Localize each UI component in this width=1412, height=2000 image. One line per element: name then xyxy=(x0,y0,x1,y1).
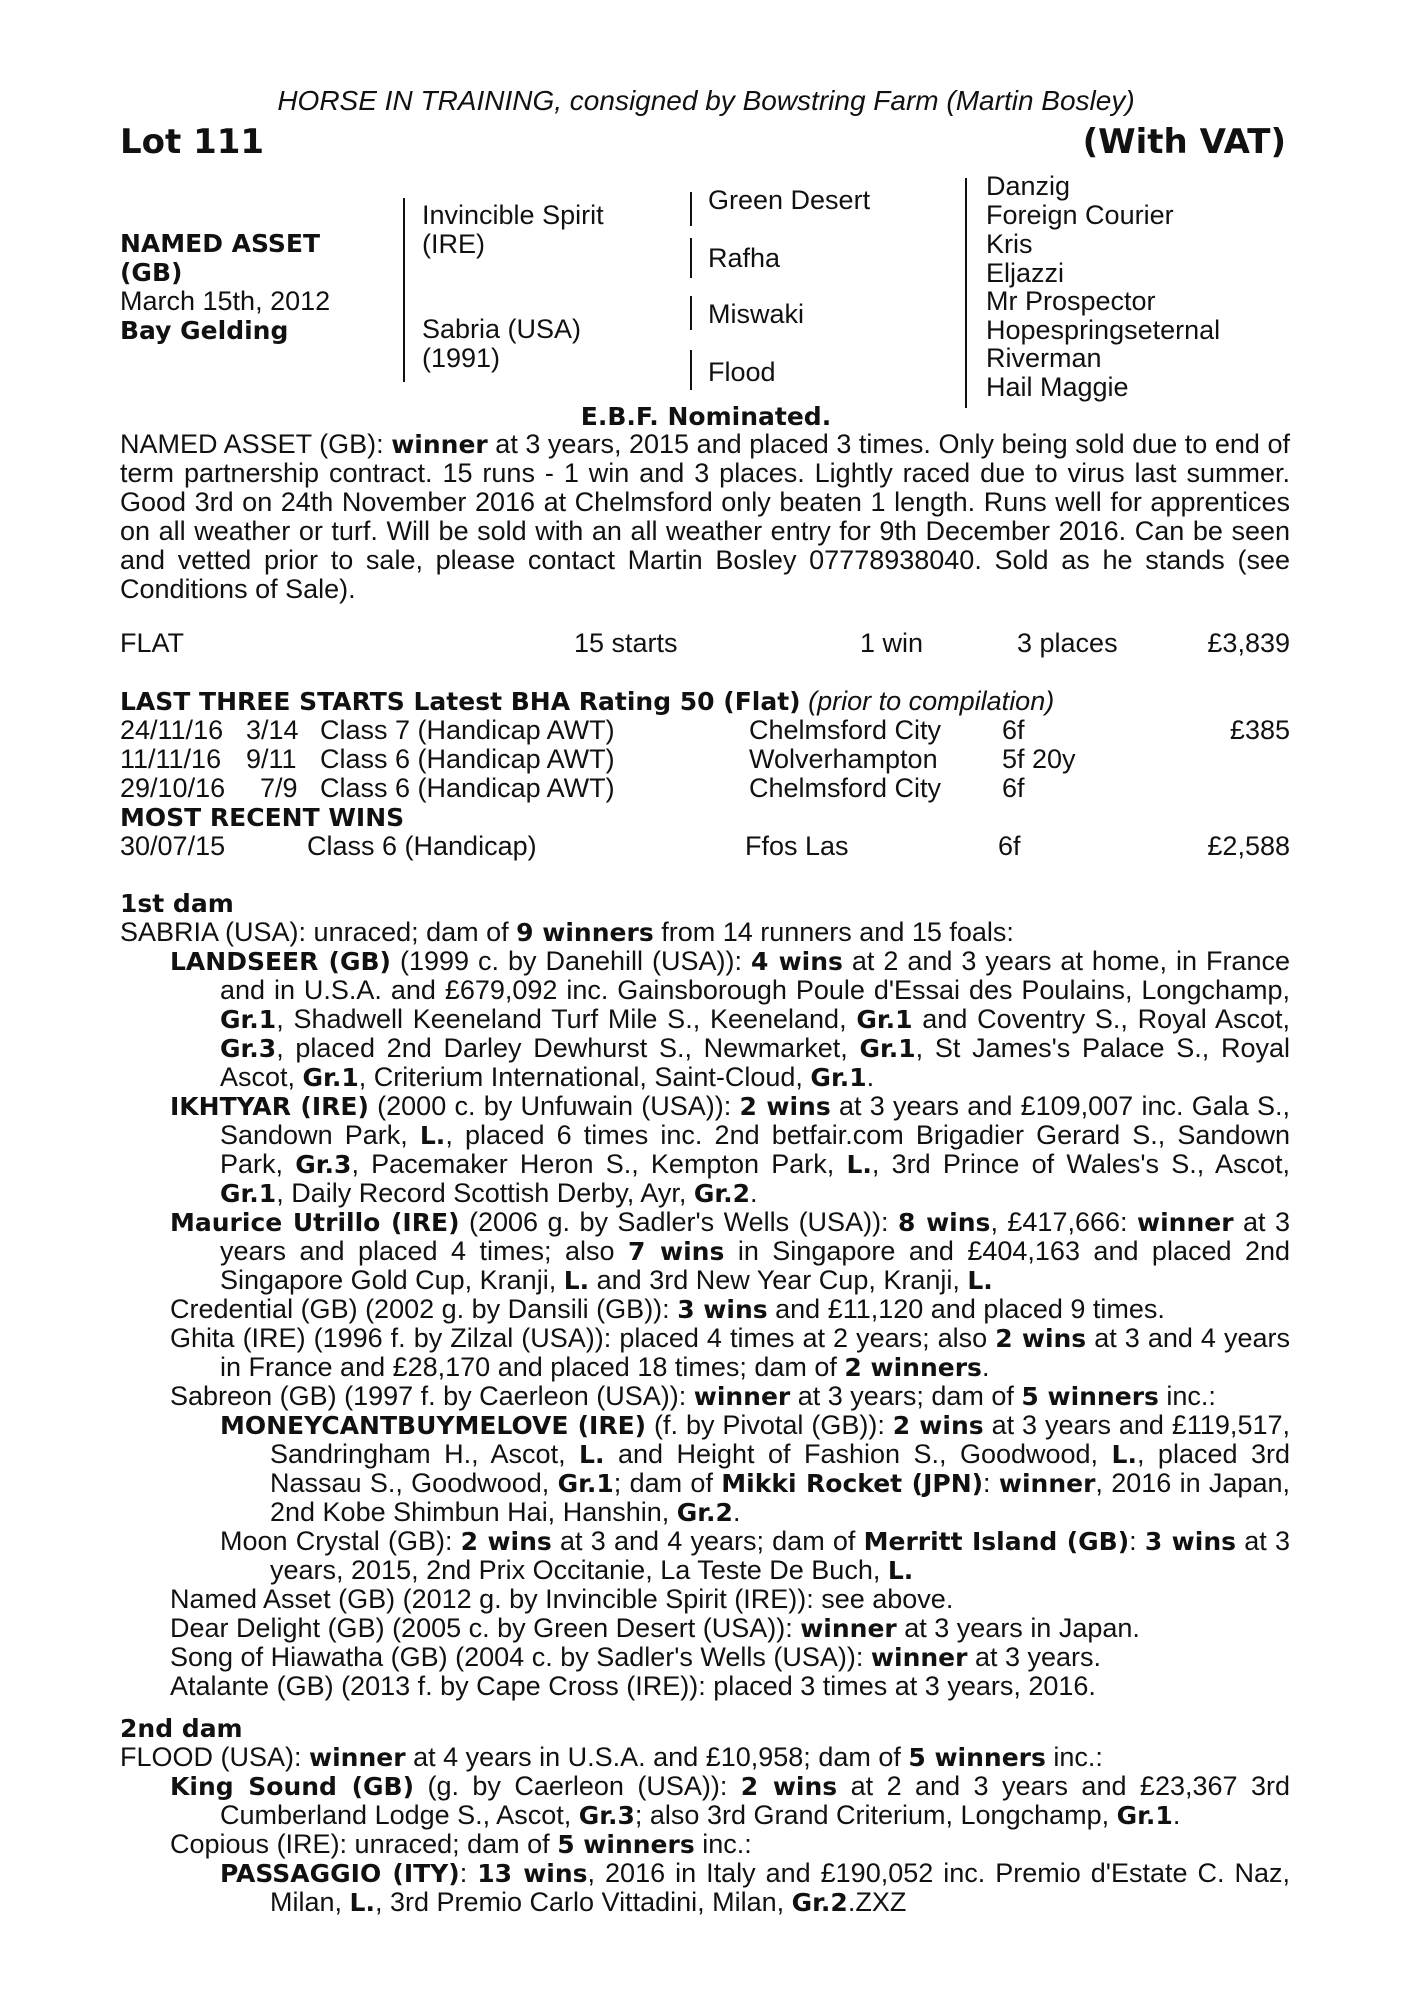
win-course: Ffos Las xyxy=(745,831,849,861)
pedigree-divider-3 xyxy=(965,178,967,408)
ggs-3: Kris xyxy=(986,229,1033,259)
second-dam-section xyxy=(120,1714,1290,1917)
first-dam-intro: SABRIA (USA): unraced; dam of 9 winners from 14 runners and 15 foals: xyxy=(120,917,1014,947)
second-dam-intro: FLOOD (USA): winner at 4 years in U.S.A. and £10,958; dam of 5 winners inc.: xyxy=(120,1742,1103,1772)
start-course: Chelmsford City xyxy=(749,715,942,745)
progeny-song-of-hiawatha: Song of Hiawatha (GB) (2004 c. by Sadler's Wells (USA)): winner at 3 years. xyxy=(170,1642,1102,1672)
horse-dob: March 15th, 2012 xyxy=(120,286,331,316)
progeny-atalante: Atalante (GB) (2013 f. by Cape Cross (IRE)): placed 3 times at 3 years, 2016. xyxy=(170,1671,1096,1701)
progeny-copious: Copious (IRE): unraced; dam of 5 winners inc.: xyxy=(170,1829,752,1859)
record-places: 3 places xyxy=(1017,628,1118,658)
start-date: 29/10/16 xyxy=(120,773,226,803)
recent-wins-heading xyxy=(120,803,1290,832)
progeny-moneycantbuymelove: MONEYCANTBUYMELOVE (IRE) (f. by Pivotal (GB)): 2 wins at 3 years and £119,517, Sandringham H., Ascot, L. and Height of Fashion S., Goodwood, L., placed 3rd Nassau S., Goodwood, Gr.1; dam of Mikki Rocket (JPN): winner, 2016 in Japan, 2nd Kobe Shimbun Hai, Hanshin, Gr.2. xyxy=(220,1410,1290,1527)
start-race: Class 6 (Handicap AWT) xyxy=(320,744,615,774)
start-distance: 6f xyxy=(1002,715,1025,745)
start-race: Class 6 (Handicap AWT) xyxy=(320,773,615,803)
summary-paragraph xyxy=(120,430,1290,604)
table-row xyxy=(120,774,1290,803)
first-dam-section xyxy=(120,889,1290,1701)
pedigree-divider-2d xyxy=(690,350,692,390)
race-record xyxy=(120,629,1290,658)
lot-number: Lot 111 xyxy=(120,122,265,162)
progeny-king-sound: King Sound (GB) (g. by Caerleon (USA)): 2 wins at 2 and 3 years and £23,367 3rd Cumberland Lodge S., Ascot, Gr.3; also 3rd Grand Criterium, Longchamp, Gr.1. xyxy=(170,1771,1290,1830)
record-earnings: £3,839 xyxy=(1207,628,1290,658)
pedigree-divider-2a xyxy=(690,192,692,226)
pedigree-divider-1 xyxy=(403,198,405,382)
grandsire-1: Green Desert xyxy=(708,185,871,215)
table-row xyxy=(120,832,1290,861)
record-wins: 1 win xyxy=(860,628,924,658)
start-position: 9/11 xyxy=(246,744,297,774)
pedigree-divider-2c xyxy=(690,296,692,330)
ebf-nominated: E.B.F. Nominated. xyxy=(580,402,832,431)
last-three-heading xyxy=(120,687,1290,716)
horse-country: (GB) xyxy=(120,258,183,287)
last-three-title: LAST THREE STARTS Latest BHA Rating 50 (Flat) xyxy=(120,687,801,716)
progeny-sabreon: Sabreon (GB) (1997 f. by Caerleon (USA)): winner at 3 years; dam of 5 winners inc.: xyxy=(170,1381,1216,1411)
ggs-4: Eljazzi xyxy=(986,258,1065,288)
grandsire-4: Flood xyxy=(708,357,776,387)
start-race: Class 7 (Handicap AWT) xyxy=(320,715,615,745)
last-three-note: (prior to compilation) xyxy=(808,686,1055,716)
ggs-7: Riverman xyxy=(986,343,1102,373)
win-distance: 6f xyxy=(998,831,1021,861)
progeny-landseer: LANDSEER (GB) (1999 c. by Danehill (USA)): 4 wins at 2 and 3 years at home, in France and in U.S.A. and £679,092 inc. Gainsborough Poule d'Essai des Poulains, Longchamp, Gr.1, Shadwell Keeneland Turf Mile S., Keeneland, Gr.1 and Coventry S., Royal Ascot, Gr.3, placed 2nd Darley Dewhurst S., Newmarket, Gr.1, St James's Palace S., Royal Ascot, Gr.1, Criterium International, Saint-Cloud, Gr.1. xyxy=(170,946,1290,1092)
horse-name: NAMED ASSET xyxy=(120,229,321,258)
progeny-ghita: Ghita (IRE) (1996 f. by Zilzal (USA)): placed 4 times at 2 years; also 2 wins at 3 and 4 years in France and £28,170 and placed 18 times; dam of 2 winners. xyxy=(170,1323,1290,1382)
dam: Sabria (USA) xyxy=(422,314,582,344)
grandsire-2: Rafha xyxy=(708,243,781,273)
record-type: FLAT xyxy=(120,628,185,658)
start-position: 7/9 xyxy=(260,773,298,803)
first-dam-title: 1st dam xyxy=(120,889,234,918)
dam-year: (1991) xyxy=(422,343,501,373)
grandsire-3: Miswaki xyxy=(708,299,805,329)
second-dam-title: 2nd dam xyxy=(120,1714,243,1743)
ggs-6: Hopespringseternal xyxy=(986,315,1221,345)
horse-sex: Bay Gelding xyxy=(120,316,289,345)
ggs-2: Foreign Courier xyxy=(986,200,1174,230)
sire: Invincible Spirit xyxy=(422,200,604,230)
progeny-named-asset: Named Asset (GB) (2012 g. by Invincible Spirit (IRE)): see above. xyxy=(170,1584,954,1614)
start-distance: 6f xyxy=(1002,773,1025,803)
summary-text: NAMED ASSET (GB): xyxy=(120,429,392,459)
ggs-1: Danzig xyxy=(986,171,1071,201)
pedigree-divider-2b xyxy=(690,238,692,278)
table-row xyxy=(120,716,1290,745)
progeny-dear-delight: Dear Delight (GB) (2005 c. by Green Desert (USA)): winner at 3 years in Japan. xyxy=(170,1613,1140,1643)
win-date: 30/07/15 xyxy=(120,831,226,861)
table-row xyxy=(120,745,1290,774)
progeny-maurice-utrillo: Maurice Utrillo (IRE) (2006 g. by Sadler's Wells (USA)): 8 wins, £417,666: winner at 3 years and placed 4 times; also 7 wins in Singapore and £404,163 and placed 2nd Singapore Gold Cup, Kranji, L. and 3rd New Year Cup, Kranji, L. xyxy=(170,1207,1290,1295)
win-race: Class 6 (Handicap) xyxy=(307,831,537,861)
record-starts: 15 starts xyxy=(574,628,678,658)
start-date: 24/11/16 xyxy=(120,715,224,745)
summary-bold: winner xyxy=(391,430,488,459)
progeny-moon-crystal: Moon Crystal (GB): 2 wins at 3 and 4 years; dam of Merritt Island (GB): 3 wins at 3 years, 2015, 2nd Prix Occitanie, La Teste De Buch, L. xyxy=(220,1526,1290,1585)
start-date: 11/11/16 xyxy=(120,744,222,774)
start-prize: £385 xyxy=(1229,715,1290,745)
win-prize: £2,588 xyxy=(1207,831,1290,861)
ggs-8: Hail Maggie xyxy=(986,372,1129,402)
consignment-header: HORSE IN TRAINING, consigned by Bowstring Farm (Martin Bosley) xyxy=(277,85,1135,116)
progeny-ikhtyar: IKHTYAR (IRE) (2000 c. by Unfuwain (USA)): 2 wins at 3 years and £109,007 inc. Gala S., Sandown Park, L., placed 6 times inc. 2nd betfair.com Brigadier Gerard S., Sandown Park, Gr.3, Pacemaker Heron S., Kempton Park, L., 3rd Prince of Wales's S., Ascot, Gr.1, Daily Record Scottish Derby, Ayr, Gr.2. xyxy=(170,1091,1291,1208)
start-course: Chelmsford City xyxy=(749,773,942,803)
vat-status: (With VAT) xyxy=(1082,122,1286,162)
start-course: Wolverhampton xyxy=(749,744,938,774)
ggs-5: Mr Prospector xyxy=(986,286,1156,316)
progeny-passaggio: PASSAGGIO (ITY): 13 wins, 2016 in Italy and £190,052 inc. Premio d'Estate C. Naz, Milan, L., 3rd Premio Carlo Vittadini, Milan, Gr.2.ZXZ xyxy=(220,1858,1290,1917)
start-distance: 5f 20y xyxy=(1002,744,1076,774)
summary-text-rest: at 3 years, 2015 and placed 3 times. Only being sold due to end of term partnership contract. 15 runs - 1 win and 3 places. Lightly raced due to virus last summer. Good 3rd on 24th November 2016 at Chelmsford only beaten 1 length. Runs well for apprentices on all weather or turf. Will be sold with an all weather entry for 9th December 2016. Can be seen and vetted prior to sale, please contact Martin Bosley 07778938040. Sold as he stands (see Conditions of Sale). xyxy=(120,429,1290,604)
recent-wins-title: MOST RECENT WINS xyxy=(120,803,405,832)
progeny-credential: Credential (GB) (2002 g. by Dansili (GB)): 3 wins and £11,120 and placed 9 times. xyxy=(170,1294,1165,1324)
start-position: 3/14 xyxy=(246,715,299,745)
sire-country: (IRE) xyxy=(422,229,485,259)
